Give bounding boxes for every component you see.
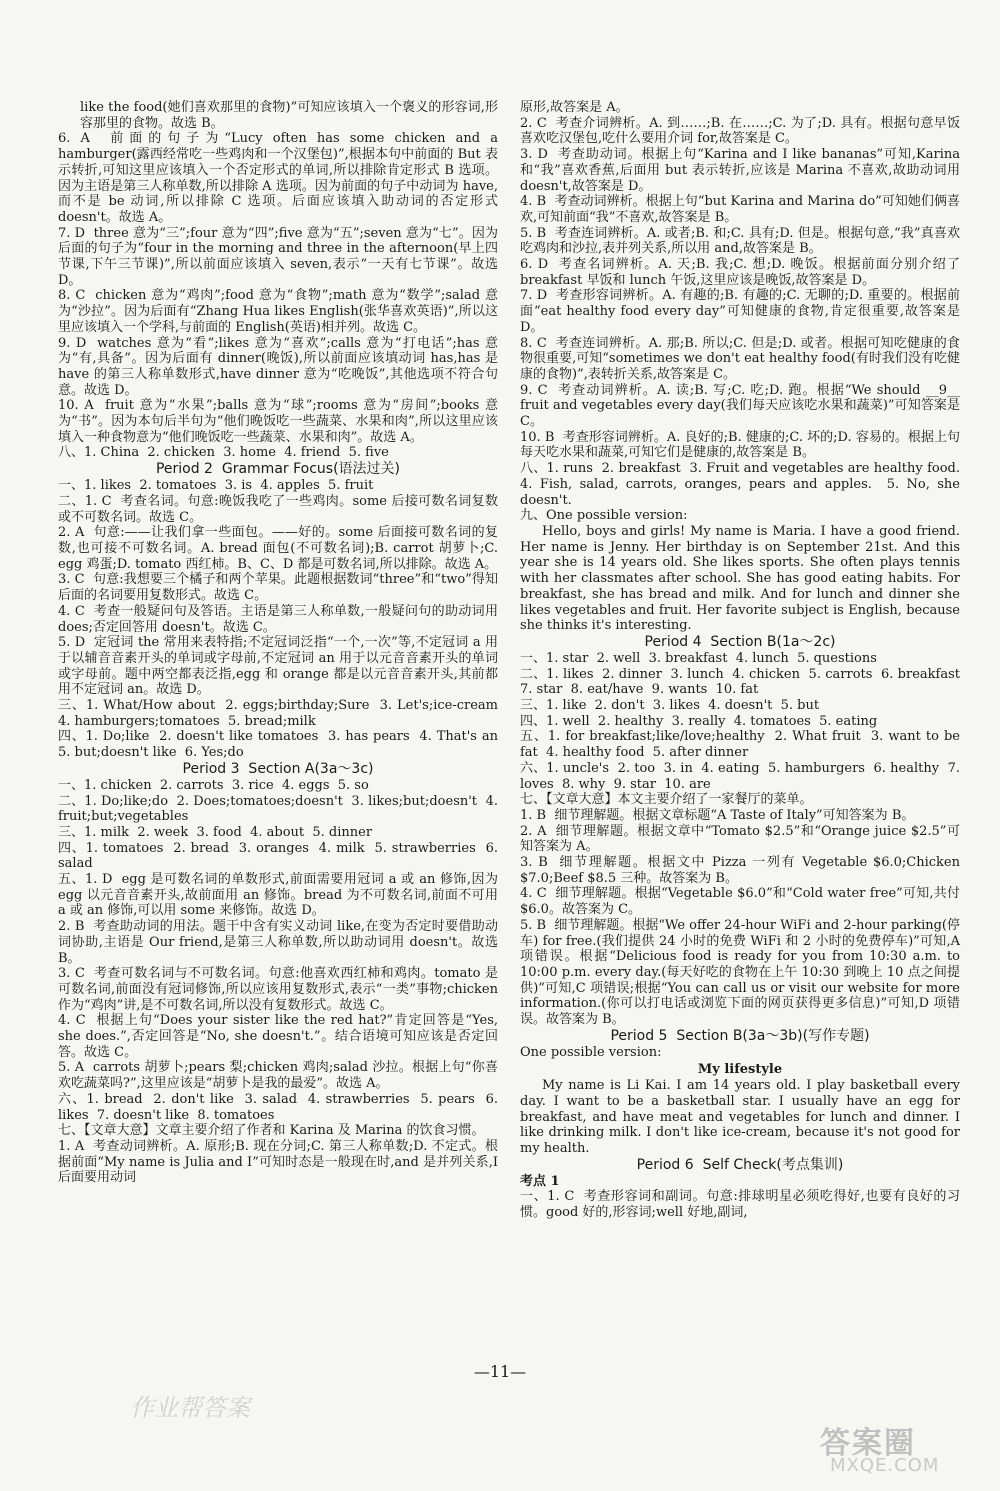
right-paragraph: 七、【文章大意】本文主要介绍了一家餐厅的菜单。 <box>520 792 813 808</box>
left-paragraph: 5. A carrots 胡萝卜;pears 梨;chicken 鸡肉;salad 沙拉。根据上句“你喜欢吃蔬菜吗?”,这里应该是“胡萝卜是我的最爱”。故选 A。 <box>58 1060 498 1092</box>
right-section-heading: Period 4 Section B(1a～2c) <box>644 633 836 650</box>
left-section-heading: Period 3 Section A(3a～3c) <box>182 760 374 777</box>
left-column <box>58 100 507 1186</box>
right-paragraph: 一、1. C 考查形容词和副词。句意:排球明星必须吃得好,也要有良好的习惯。good 好的,形容词;well 好地,副词, <box>520 1189 960 1221</box>
left-paragraph: 4. C 根据上句“Does your sister like the red hat?”肯定回答是“Yes, she does.”,否定回答是“No, she doesn't.”。结合语境可知应该是否定回答。故选 C。 <box>58 1013 503 1060</box>
right-column <box>520 100 969 1221</box>
left-section-heading: Period 2 Grammar Focus(语法过关) <box>155 461 401 478</box>
right-paragraph: 8. C 考查连词辨析。A. 那;B. 所以;C. 但是;D. 或者。根据可知吃健康的食物很重要,可知“sometimes we don't eat healthy food(有时我们没有吃健康的食物)”,表转折关系,故答案是 C。 <box>520 335 960 382</box>
left-paragraph: 八、1. China 2. chicken 3. home 4. friend 5. five <box>58 445 389 461</box>
left-paragraph: 四、1. Do;like 2. doesn't like tomatoes 3. has pears 4. That's an 5. but;doesn't like 6. Yes;do <box>58 729 507 761</box>
right-paragraph: 6. D 考查名词辨析。A. 天;B. 我;C. 想;D. 晚饭。根据前面分别介绍了 breakfast 早饭和 lunch 午饭,这里应该是晚饭,故答案是 D。 <box>520 257 965 288</box>
right-paragraph: Hello, boys and girls! My name is Maria. I have a good friend. Her name is Jenny. Her birthday is on September 21st. And this year she is 14 years old. She likes sports. She often plays tennis with her classmates after school. She has good eating habits. For breakfast, she has bread and milk. And for lunch and dinner she likes vegetables and fruit. Her favorite subject is English, because she thinks it's interesting. <box>520 523 965 634</box>
right-paragraph: My name is Li Kai. I am 14 years old. I play basketball every day. I want to be a basketball star. I usually have an egg for breakfast, and have meat and vegetables for lunch and dinner. I like drinking milk. I don't like ice-cream, because it's not good for my health. <box>520 1078 965 1156</box>
left-paragraph: 9. D watches 意为“看”;likes 意为“喜欢”;calls 意为“打电话”;has 意为“有,具备”。因为后面有 dinner(晚饭),所以前面应该填动词 has,has 是 have 的第三人称单数形式,have dinner 意为“吃晚饭”,其他选项不符合句意。故选 D。 <box>58 335 503 398</box>
left-paragraph: 二、1. C 考查名词。句意:晚饭我吃了一些鸡肉。some 后接可数名词复数或不可数名词。故选 C。 <box>58 493 498 525</box>
right-paragraph: 9. C 考查动词辨析。A. 读;B. 写;C. 吃;D. 跑。根据“We should __9__ fruit and vegetables every day(我们每天应该吃水果和蔬菜)”可知答案是 C。 <box>520 382 965 430</box>
right-section-heading: Period 6 Self Check(考点集训) <box>636 1156 844 1173</box>
right-paragraph: 3. D 考查助动词。根据上句“Karina and I like bananas”可知,Karina 和“我”喜欢香蕉,后面用 but 表示转折,应该是 Marina 不喜欢,故助动词用 doesn't,故答案是 D。 <box>520 147 965 194</box>
site-logo: 答案圈 <box>820 1426 916 1461</box>
left-paragraph: 1. A 考查动词辨析。A. 原形;B. 现在分词;C. 第三人称单数;D. 不定式。根据前面“My name is Julia and I”可知时态是一般现在时,and 是并列关系,I 后面要用动词 <box>58 1139 503 1186</box>
right-paragraph: 5. B 细节理解题。根据“We offer 24-hour WiFi and 2-hour parking(停车) for free.(我们提供 24 小时的免费 WiFi 和 2 小时的免费停车)”可知,A 项错误。根据“Delicious food is ready for you from 10:30 a.m. to 10:00 p.m. every day.(每天好吃的食物在上午 10:30 到晚上 10 点之间提供)”可知,C 项错误;根据“You can call us or visit our website for more information.(你可以打电话或浏览下面的网页获得更多信息)”可知,D 项错误。故答案为 B。 <box>520 917 965 1028</box>
right-paragraph: 考点 1 <box>520 1173 560 1189</box>
left-paragraph: 五、1. D egg 是可数名词的单数形式,前面需要用冠词 a 或 an 修饰,因为 egg 以元音音素开头,故前面用 an 修饰。bread 为不可数名词,前面不可用 a 或 an 修饰,可以用 some 来修饰。故选 D。 <box>58 872 503 919</box>
right-paragraph: 一、1. star 2. well 3. breakfast 4. lunch 5. questions <box>520 650 877 666</box>
site-url: MXQE.COM <box>830 1455 940 1476</box>
right-paragraph: 4. B 考查动词辨析。根据上句“but Karina and Marina do”可知她们俩喜欢,可知前面“我”不喜欢,故答案是 B。 <box>520 194 960 225</box>
left-paragraph: 二、1. Do;like;do 2. Does;tomatoes;doesn't 3. likes;but;doesn't 4. fruit;but;vegetables <box>58 793 503 825</box>
left-paragraph: 四、1. tomatoes 2. bread 3. oranges 4. milk 5. strawberries 6. salad <box>58 840 503 872</box>
right-paragraph: 1. B 细节理解题。根据文章标题“A Taste of Italy”可知答案为 B。 <box>520 807 915 823</box>
right-section-heading: Period 5 Section B(3a～3b)(写作专题) <box>610 1027 870 1044</box>
right-paragraph: 3. B 细节理解题。根据文中 Pizza 一列有 Vegetable $6.0;Chicken $7.0;Beef $8.5 三种。故答案为 B。 <box>520 855 965 886</box>
right-paragraph: My lifestyle <box>697 1062 783 1078</box>
left-paragraph: 5. D 定冠词 the 常用来表特指;不定冠词泛指“一个,一次”等,不定冠词 a 用于以辅音音素开头的单词或字母前,不定冠词 an 用于以元音音素开头的单词或字母前。题中两空都表泛指,egg 和 orange 都是以元音音素开头,其前都用不定冠词 an。故选 D。 <box>58 635 498 698</box>
left-paragraph: 6. A 前面的句子为“Lucy often has some chicken and a hamburger(露西经常吃一些鸡肉和一个汉堡包)”,根据本句中前面的 But 表示转折,可知这里应该填入一个否定形式的单词,所以排除肯定形式 B 选项。因为主语是第三人称单数,所以排除 A 选项。因为前面的句子中动词为 have,而不是 be 动词,所以排除 C 选项。后面应该填入助动词的否定形式 doesn't。故选 A。 <box>58 131 503 225</box>
right-paragraph: 九、One possible version: <box>520 508 688 524</box>
left-paragraph: 七、【文章大意】文章主要介绍了作者和 Karina 及 Marina 的饮食习惯。 <box>58 1123 485 1139</box>
left-paragraph: 8. C chicken 意为“鸡肉”;food 意为“食物”;math 意为“数学”;salad 意为“沙拉”。因为后面有“Zhang Hua likes English(张华喜欢英语)”,所以这里应该填入一个学科,与前面的 English(英语)相并列。故选 C。 <box>58 288 498 335</box>
left-paragraph: 六、1. bread 2. don't like 3. salad 4. strawberries 5. pears 6. likes 7. doesn't like 8. tomatoes <box>58 1091 503 1123</box>
left-paragraph: 3. C 句意:我想要三个橘子和两个苹果。此题根据数词“three”和“two”得知后面的名词要用复数形式。故选 C。 <box>58 572 498 604</box>
right-paragraph: 三、1. like 2. don't 3. likes 4. doesn't 5. but <box>520 698 820 714</box>
left-paragraph: 2. B 考查助动词的用法。题干中含有实义动词 like,在变为否定时要借助动词协助,主语是 Our friend,是第三人称单数,所以助动词用 doesn't。故选 B。 <box>58 919 503 966</box>
right-paragraph: 八、1. runs 2. breakfast 3. Fruit and vegetables are healthy food. 4. Fish, salad, carrots, oranges, pears and apples. 5. No, she doesn't. <box>520 461 969 508</box>
right-paragraph: One possible version: <box>520 1044 662 1060</box>
right-paragraph: 2. A 细节理解题。根据文章中“Tomato $2.5”和“Orange juice $2.5”可知答案为 A。 <box>520 823 960 855</box>
left-paragraph: 三、1. What/How about 2. eggs;birthday;Sure 3. Let's;ice-cream 4. hamburgers;tomatoes 5. bread;milk <box>58 698 507 729</box>
right-paragraph: 2. C 考查介词辨析。A. 到……;B. 在……;C. 为了;D. 具有。根据句意早饭喜欢吃汉堡包,吃什么要用介词 for,故答案是 C。 <box>520 115 960 147</box>
right-paragraph: 二、1. likes 2. dinner 3. lunch 4. chicken 5. carrots 6. breakfast 7. star 8. eat/have 9. wants 10. fat <box>520 666 969 698</box>
left-paragraph: 三、1. milk 2. week 3. food 4. about 5. dinner <box>58 824 373 840</box>
left-paragraph: 一、1. likes 2. tomatoes 3. is 4. apples 5. fruit <box>58 478 374 494</box>
right-paragraph: 六、1. uncle's 2. too 3. in 4. eating 5. hamburgers 6. healthy 7. loves 8. why 9. star 10. are <box>520 760 965 792</box>
left-paragraph: 10. A fruit 意为“水果”;balls 意为“球”;rooms 意为“房间”;books 意为“书”。因为本句后半句为“他们晚饭吃一些蔬菜、水果和肉”,所以这里应该填入一种食物意为“他们晚饭吃一些蔬菜、水果和肉”。故选 A。 <box>58 398 498 445</box>
left-paragraph: 3. C 考查可数名词与不可数名词。句意:他喜欢西红柿和鸡肉。tomato 是可数名词,前面没有冠词修饰,所以应该用复数形式,表示“一类”事物;chicken 作为“鸡肉”讲,是不可数名词,所以没有复数形式。故选 C。 <box>58 966 503 1013</box>
right-paragraph: 原形,故答案是 A。 <box>520 100 629 115</box>
right-paragraph: 五、1. for breakfast;like/love;healthy 2. What fruit 3. want to be fat 4. healthy food 5. after dinner <box>520 729 965 761</box>
left-paragraph: 2. A 句意:——让我们拿一些面包。——好的。some 后面接可数名词的复数,也可接不可数名词。A. bread 面包(不可数名词);B. carrot 胡萝卜;C. egg 鸡蛋;D. tomato 西红柿。B、C、D 都是可数名词,所以排除。故选 A。 <box>58 525 503 572</box>
right-paragraph: 10. B 考查形容词辨析。A. 良好的;B. 健康的;C. 坏的;D. 容易的。根据上句每天吃水果和蔬菜,可知它们是健康的,故答案是 B。 <box>520 429 960 461</box>
left-paragraph: 4. C 考查一般疑问句及答语。主语是第三人称单数,一般疑问句的助动词用 does;否定回答用 doesn't。故选 C。 <box>58 603 503 635</box>
right-paragraph: 4. C 细节理解题。根据“Vegetable $6.0”和“Cold water free”可知,共付 $6.0。故答案为 C。 <box>520 886 965 918</box>
left-paragraph: like the food(她们喜欢那里的食物)”可知应该填入一个褒义的形容词,形容那里的食物。故选 B。 <box>80 100 498 131</box>
page-number: —11— <box>473 1362 527 1381</box>
right-paragraph: 7. D 考查形容词辨析。A. 有趣的;B. 有趣的;C. 无聊的;D. 重要的。根据前面“eat healthy food every day”可知健康的食物,肯定很重要,故答案是 D。 <box>520 288 965 335</box>
left-paragraph: 一、1. chicken 2. carrots 3. rice 4. eggs 5. so <box>58 777 369 793</box>
watermark: 作业帮答案 <box>130 1394 250 1422</box>
right-paragraph: 5. B 考查连词辨析。A. 或者;B. 和;C. 具有;D. 但是。根据句意,“我”真喜欢吃鸡肉和沙拉,表并列关系,所以用 and,故答案是 B。 <box>520 225 960 257</box>
right-paragraph: 四、1. well 2. healthy 3. really 4. tomatoes 5. eating <box>520 713 878 729</box>
left-paragraph: 7. D three 意为“三”;four 意为“四”;five 意为“五”;seven 意为“七”。因为后面的句子为“four in the morning and three in the afternoon(早上四节课,下午三节课)”,所以前面应该填入 seven,表示“一天有七节课”。故选 D。 <box>58 225 503 288</box>
